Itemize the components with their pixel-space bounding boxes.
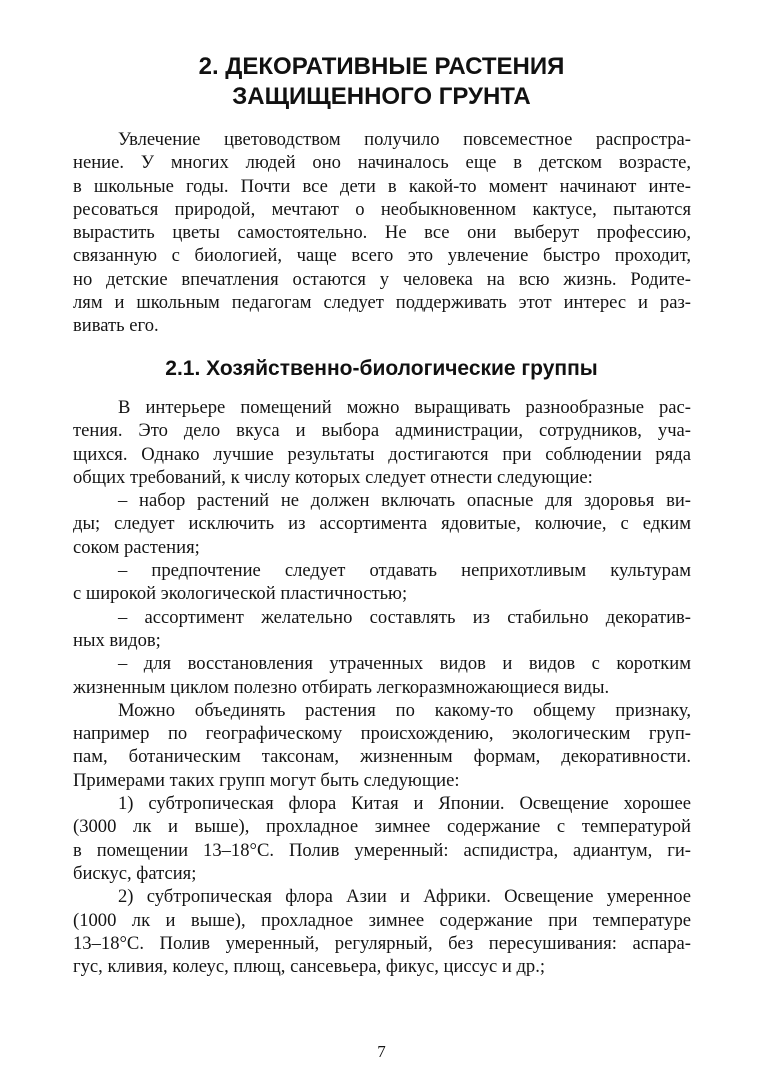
text-line: В интерьере помещений можно выращивать разнообразные рас- [118, 397, 691, 418]
list-item [73, 652, 691, 699]
text-line: связанную с биологией, чаще всего это увлечение быстро проходит, [73, 245, 691, 267]
text-line: пам, ботаническим таксонам, жизненным формам, декоративности. [73, 746, 691, 768]
text-line: тения. Это дело вкуса и выбора администрации, сотрудников, уча- [73, 420, 691, 442]
section-title: 2.1. Хозяйственно-биологические группы [165, 357, 598, 380]
text-line: 1) субтропическая флора Китая и Японии. Освещение хорошее [118, 793, 691, 815]
text-line: ды; следует исключить из ассортимента ядовитые, колючие, с едким [73, 513, 691, 535]
text-line: ных видов; [73, 629, 161, 651]
text-line: Можно объединять растения по какому-то общему признаку, [118, 699, 691, 721]
text-line: 2) субтропическая флора Азии и Африки. Освещение умеренное [118, 886, 691, 908]
text-line: (1000 лк и выше), прохладное зимнее содержание при температуре [73, 909, 691, 931]
list-item [73, 559, 691, 606]
text-line: 13–18°С. Полив умеренный, регулярный, без пересушивания: аспара- [73, 932, 691, 954]
chapter-title-line: 2. ДЕКОРАТИВНЫЕ РАСТЕНИЯ [198, 53, 565, 80]
text-line: вырастить цветы самостоятельно. Не все они выберут профессию, [73, 222, 691, 244]
text-line: например по географическому происхождению, экологическим груп- [73, 723, 691, 745]
page-number: 7 [377, 1042, 386, 1061]
text-line: бискус, фатсия; [73, 862, 197, 884]
text-line: в помещении 13–18°С. Полив умеренный: аспидистра, адиантум, ги- [73, 839, 691, 861]
text-line: соком растения; [73, 536, 200, 558]
text-line: гус, кливия, колеус, плющ, сансевьера, фикус, циссус и др.; [73, 956, 546, 978]
text-line: – ассортимент желательно составлять из стабильно декоратив- [118, 606, 691, 628]
text-line: Увлечение цветоводством получило повсеместное распростра- [118, 129, 691, 150]
chapter-title-line: ЗАЩИЩЕННОГО ГРУНТА [232, 83, 531, 110]
group-item [73, 885, 691, 978]
text-line: Примерами таких групп могут быть следующие: [73, 769, 460, 791]
text-line: но детские впечатления остаются у человека на всю жизнь. Родите- [73, 268, 691, 290]
list-item [73, 489, 691, 559]
paragraph [73, 396, 691, 489]
chapter-title [0, 52, 763, 112]
text-line: нение. У многих людей оно начиналось еще в детском возрасте, [73, 152, 691, 174]
paragraph [73, 699, 691, 792]
text-line: (3000 лк и выше), прохладное зимнее содержание с температурой [73, 816, 691, 838]
text-line: с широкой экологической пластичностью; [73, 583, 408, 605]
group-item [73, 792, 691, 885]
text-line: – набор растений не должен включать опасные для здоровья ви- [118, 490, 691, 512]
text-line: общих требований, к числу которых следует отнести следующие: [73, 466, 593, 488]
text-line: вивать его. [73, 315, 159, 337]
section-body [73, 396, 691, 978]
text-line: жизненным циклом полезно отбирать легкоразмножающиеся виды. [73, 676, 610, 698]
text-line: в школьные годы. Почти все дети в какой-то момент начинают инте- [73, 175, 691, 197]
text-line: ресоваться природой, мечтают о необыкновенном кактусе, пытаются [73, 198, 691, 220]
text-line: лям и школьным педагогам следует поддерживать этот интерес и раз- [73, 292, 691, 314]
text-line: – для восстановления утраченных видов и видов с коротким [118, 653, 691, 675]
list-item [73, 606, 691, 653]
intro-paragraph [73, 128, 691, 338]
text-line: щихся. Однако лучшие результаты достигаются при соблюдении ряда [73, 443, 691, 465]
text-line: – предпочтение следует отдавать неприхотливым культурам [118, 560, 691, 582]
